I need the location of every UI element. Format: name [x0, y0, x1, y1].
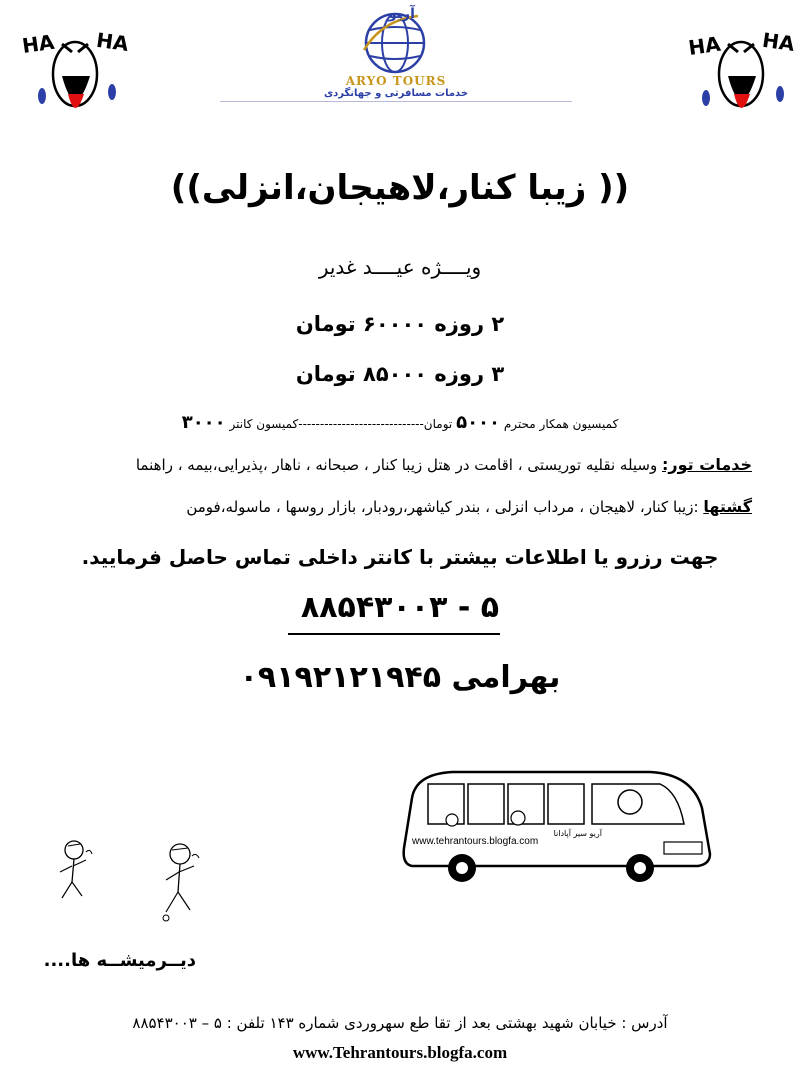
bus-illustration — [392, 768, 720, 886]
logo-persian-name: آریو — [388, 6, 415, 22]
laughing-face-left-icon — [20, 14, 130, 134]
bus-website-text: www.tehrantours.blogfa.com — [412, 836, 539, 847]
price-2-day: ۲ روزه ۶۰۰۰۰ تومان — [295, 312, 505, 336]
phone-main: ۸۸۵۴۳۰۰۳ - ۵ — [300, 590, 500, 625]
forever-text: دیــرمیشــه ها.... — [43, 950, 196, 971]
commission-partner-unit: تومان-----------------------------کمیسون کانتر — [229, 417, 453, 431]
website-link[interactable]: www.Tehrantours.blogfa.com — [292, 1043, 508, 1062]
logo-tagline: خدمات مسافرتی و جهانگردی — [323, 88, 469, 99]
price-3-day: ۳ روزه ۸۵۰۰۰ تومان — [295, 362, 505, 386]
laughing-face-right-icon — [686, 14, 796, 134]
reservation-note: جهت رزرو یا اطلاعات بیشتر با کانتر داخلی تماس حاصل فرمایید. — [81, 545, 719, 569]
svg-text:HA: HA — [94, 27, 130, 57]
commission-counter-value: ۳۰۰۰ — [181, 412, 226, 433]
commission-line — [0, 412, 800, 433]
phone-underline — [288, 633, 500, 635]
commission-partner-value: ۵۰۰۰ — [456, 412, 501, 433]
bus-driver-sign: آریو سیر آپادانا — [553, 829, 602, 838]
aryo-tours-logo — [220, 4, 572, 104]
svg-text:HA: HA — [20, 29, 56, 58]
tour-sightseeing — [32, 497, 752, 516]
tour-title: (( زیبا کنار،لاهیجان،انزلی)) — [170, 168, 630, 208]
services-text: وسیله نقلیه توریستی ، اقامت در هتل زیبا کنار ، صبحانه ، ناهار ،پذیرایی،بیمه ، راهنما — [135, 456, 663, 474]
tours-text: :زیبا کنار، لاهیجان ، مرداب انزلی ، بندر کیاشهر،رودبار، بازار روسها ، ماسوله،فومن — [186, 498, 704, 516]
tour-services — [32, 455, 752, 474]
tours-label: گشتها — [703, 497, 752, 516]
svg-text:HA: HA — [760, 27, 796, 57]
address: آدرس : خیابان شهید بهشتی بعد از تقا طع سهروردی شماره ۱۴۳ تلفن : ۵ – ۸۸۵۴۳۰۰۳ — [132, 1014, 668, 1032]
services-label: خدمات تور: — [662, 455, 752, 474]
tour-subtitle: ویــــژه عیــــد غدیر — [318, 255, 482, 279]
commission-partner-label: کمیسیون همکار محترم — [503, 417, 619, 431]
running-figure-2-icon — [150, 840, 210, 926]
logo-divider — [220, 101, 572, 102]
running-figure-1-icon — [52, 838, 104, 908]
svg-text:HA: HA — [686, 31, 723, 60]
phone-mobile: بهرامی ۰۹۱۹۲۱۲۱۹۴۵ — [239, 660, 561, 695]
logo-name: ARYO TOURS — [345, 74, 447, 88]
